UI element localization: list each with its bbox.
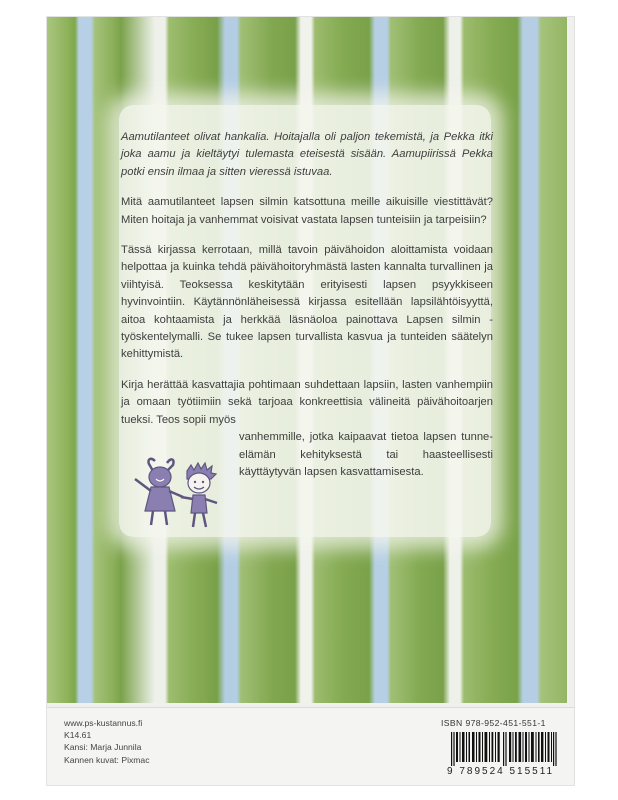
blurb-intro: Aamutilanteet olivat hankalia. Hoitajalla oli paljon tekemistä, ja Pekka itki joka aamu ja kieltäytyi tulemasta eteisestä sisään. Aamupiirissä Pekka potki ensin ilmaa ja sitten vieressä istuvaa. [121, 131, 493, 178]
book-back-cover [47, 17, 574, 785]
blurb-closing-b: vanhemmille, jotka kaipaavat tietoa lapsen tunne-elämän kehityksestä tai haasteellisesti käyttäytyvän lapsen kasvattamisesta. [239, 431, 493, 478]
barcode-number: 9 789524 515511 [447, 766, 555, 777]
cover-images-credit: Kannen kuvat: Pixmac [64, 754, 150, 765]
blurb-question: Mitä aamutilanteet lapsen silmin katsottuna meille aikuisille viestittävät? Miten hoitaja ja vanhemmat voisivat vastata lapsen tunteisiin ja tarpeisiin? [121, 196, 493, 226]
cover-design-credit: Kansi: Marja Junnila [64, 742, 142, 753]
kids-illustration-icon [127, 455, 247, 535]
blurb-description: Tässä kirjassa kerrotaan, millä tavoin päivähoidon aloittamista voidaan helpottaa ja kuinka tehdä päivähoitoryhmästä lasten kannalta turvallinen ja viihtyisä. Teoksessa keskitytään erityisesti lapsen psyykkiseen hyvinvointiin. Käytännönläheisessä kirjassa esitellään lapsilähtöisyyttä, aitoa kohtaamista ja herkkää läsnäoloa painottava Lapsen silmin -työskentelymalli. Se tukee lapsen turvallista kasvua ja tunteiden säätelyn kehittymistä. [121, 244, 493, 361]
publisher-url[interactable]: www.ps-kustannus.fi [64, 718, 143, 728]
book-code: K14.61 [64, 730, 92, 741]
isbn: ISBN 978-952-451-551-1 [441, 718, 546, 728]
barcode-icon [451, 732, 561, 766]
blurb-closing-a: Kirja herättää kasvattajia pohtimaan suhdettaan lapsiin, lasten vanhempiin ja omaan työtiimiin sekä tarjoaa konkreettisia välineitä päivähoitoarjen tueksi. Teos sopii myös [121, 378, 493, 426]
publisher-info [64, 717, 150, 766]
footer [47, 707, 574, 785]
blurb [121, 129, 493, 494]
